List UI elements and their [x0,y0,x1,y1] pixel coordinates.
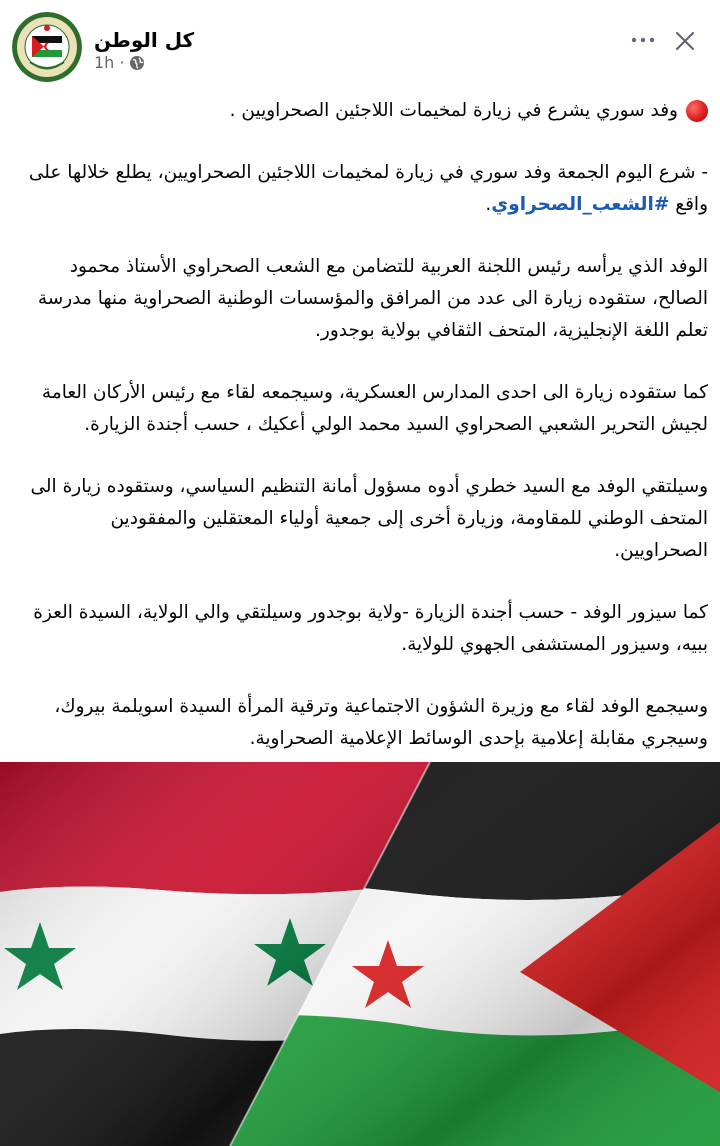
post-headline: وفد سوري يشرع في زيارة لمخيمات اللاجئين الصحراويين . [229,100,678,121]
intro-end: . [485,194,492,215]
close-button[interactable] [670,26,700,56]
post-body [12,95,708,847]
post-paragraph: وسيجمع الوفد لقاء مع وزيرة الشؤون الاجتماعية وترقية المرأة السيدة اسويلمة بيروك، وسيجري مقابلة إعلامية بإحدى الوسائط الإعلامية الصحراوية. [54,696,708,749]
post-paragraph: كما ستقوده زيارة الى احدى المدارس العسكرية، وسيجمعه لقاء مع رئيس الأركان العامة لجيش التحرير الشعبي الصحراوي السيد محمد الولي أعكيك ، حسب أجندة الزيارة. [41,382,708,435]
post-paragraph: وسيلتقي الوفد مع السيد خطري أدوه مسؤول أمانة التنظيم السياسي، وستقوده زيارة الى المتحف الوطني للمقاومة، وزيارة أخرى إلى جمعية أولياء المعتقلين والمفقودين الصحراويين. [30,476,708,561]
more-options-icon [628,28,658,52]
globe-icon [129,55,145,71]
red-circle-icon [686,100,708,122]
syria-sahrawi-flags-image [0,762,720,1146]
page-logo [12,12,82,82]
post-paragraph: الوفد الذي يرأسه رئيس اللجنة العربية للتضامن مع الشعب الصحراوي الأستاذ محمود الصالح، ستقوده زيارة الى عدد من المرافق والمؤسسات الوطنية الصحراوية منها مدرسة تعلم اللغة الإنجليزية، المتحف الثقافي بولاية بوجدور. [37,256,708,341]
post-image[interactable] [0,762,720,1146]
intro-text: - شرع اليوم الجمعة وفد سوري في زيارة لمخيمات اللاجئين الصحراويين، يطلع خلالها على واقع [28,162,708,215]
post-paragraph: كما سيزور الوفد - حسب أجندة الزيارة -ولاية بوجدور وسيلتقي والي الولاية، السيدة العزة ببيه، وسيزور المستشفى الجهوي للولاية. [33,602,708,655]
hashtag-link[interactable]: #الشعب_الصحراوي [491,194,670,215]
post-timestamp[interactable]: 1h [94,53,115,72]
meta-separator: · [119,53,125,72]
close-icon [670,26,700,56]
post-headline-row [12,95,708,127]
more-options-button[interactable] [628,28,658,52]
page-name[interactable]: كل الوطن [94,28,195,52]
post-meta [94,53,145,72]
post-intro [12,157,708,221]
post-header [0,0,720,86]
page-avatar[interactable] [12,12,82,82]
